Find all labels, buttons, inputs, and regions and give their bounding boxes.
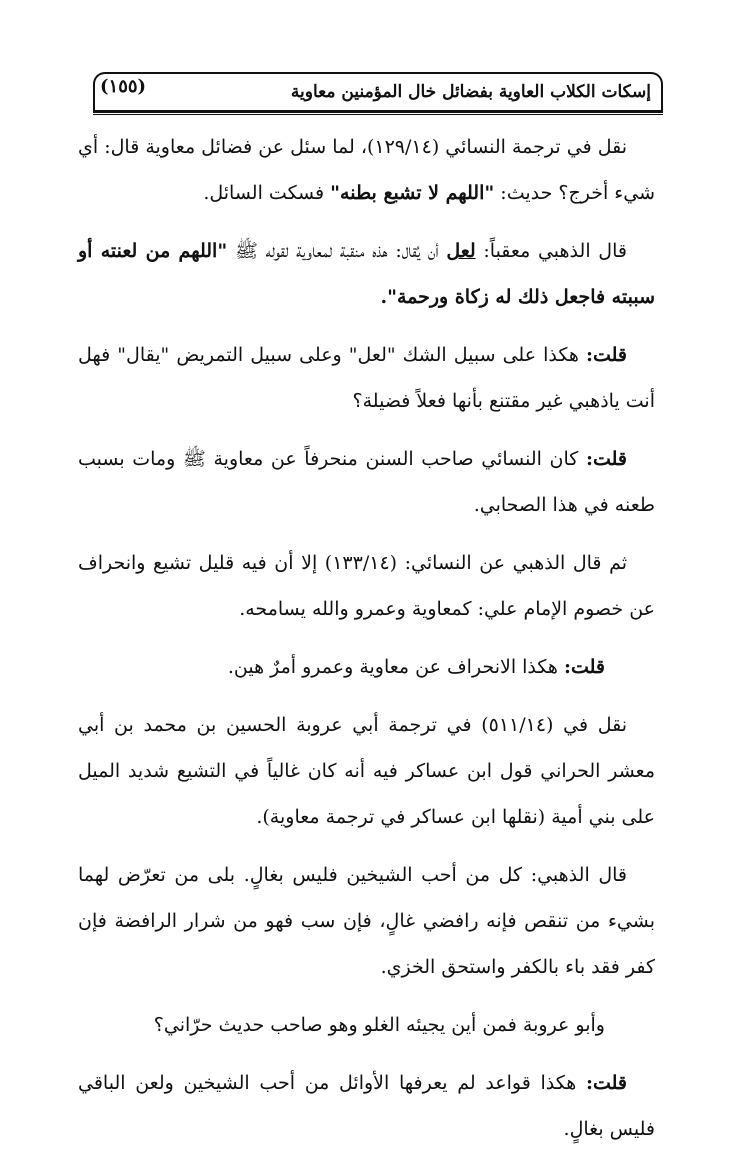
p2-hadith: "اللهم من لعنته أو سببته فاجعل ذلك له زكاة ورحمة".: [78, 240, 655, 308]
p2-underlined-word: لعل: [446, 240, 476, 262]
paragraph-8: قال الذهبي: كل من أحب الشيخين فليس بغالٍ. بلى من تعرّض لهما بشيء من تنقص فإنه رافضي غالٍ، فإن سب فهو من شرار الرافضة فإن كفر فقد باء بالكفر واستحق الخزي.: [78, 864, 655, 978]
paragraph-9: وأبو عروبة فمن أين يجيئه الغلو وهو صاحب حديث حرّاني؟: [153, 1014, 605, 1036]
paragraph-2: [78, 228, 655, 320]
paragraph-1: [78, 124, 655, 216]
p6-text: هكذا الانحراف عن معاوية وعمرو أمرٌ هين.: [227, 656, 564, 678]
header-rule: [93, 110, 663, 115]
running-title: إسكات الكلاب العاوية بفضائل خال المؤمنين معاوية: [290, 82, 651, 102]
p10-lead: قلت:: [585, 1072, 627, 1094]
p1-hadith: "اللهم لا تشبع بطنه": [330, 182, 495, 204]
p2-text: قال الذهبي معقباً:: [475, 240, 627, 262]
p4-text: كان النسائي صاحب السنن منحرفاً عن معاوية ﷺ ومات بسبب طعنه في هذا الصحابي.: [78, 448, 655, 516]
p1-tail: فسكت السائل.: [203, 182, 331, 204]
paragraph-10: [78, 1060, 655, 1152]
p3-text: هكذا على سبيل الشك "لعل" وعلى سبيل التمريض "يقال" فهل أنت ياذهبي غير مقتنع بأنها فعلاً فضيلة؟: [78, 344, 655, 412]
page-body: [78, 124, 655, 1164]
p6-lead: قلت:: [563, 656, 605, 678]
p1-text: نقل في ترجمة النسائي (١٢٩/١٤)، لما سئل عن فضائل معاوية قال: أي شيء أخرج؟ حديث:: [78, 136, 655, 204]
paragraph-6: [78, 644, 655, 690]
paragraph-7: نقل في (٥١١/١٤) في ترجمة أبي عروبة الحسين بن محمد بن أبي معشر الحراني قول ابن عساكر فيه أنه كان غالياً في التشيع شديد الميل على بني أمية (نقلها ابن عساكر في ترجمة معاوية).: [78, 714, 655, 828]
paragraph-5: ثم قال الذهبي عن النسائي: (١٣٣/١٤) إلا أن فيه قليل تشيع وانحراف عن خصوم الإمام علي: كمعاوية وعمرو والله يسامحه.: [78, 552, 655, 620]
page-number: (١٥٥): [100, 76, 147, 97]
p10-text: هكذا قواعد لم يعرفها الأوائل من أحب الشيخين ولعن الباقي فليس بغالٍ.: [78, 1072, 655, 1140]
p3-lead: قلت:: [585, 344, 627, 366]
p4-lead: قلت:: [585, 448, 627, 470]
p2-middle: أن يُقال: هذه منقبة لمعاوية لقوله ﷺ: [227, 240, 447, 262]
paragraph-4: [78, 436, 655, 528]
paragraph-3: [78, 332, 655, 424]
